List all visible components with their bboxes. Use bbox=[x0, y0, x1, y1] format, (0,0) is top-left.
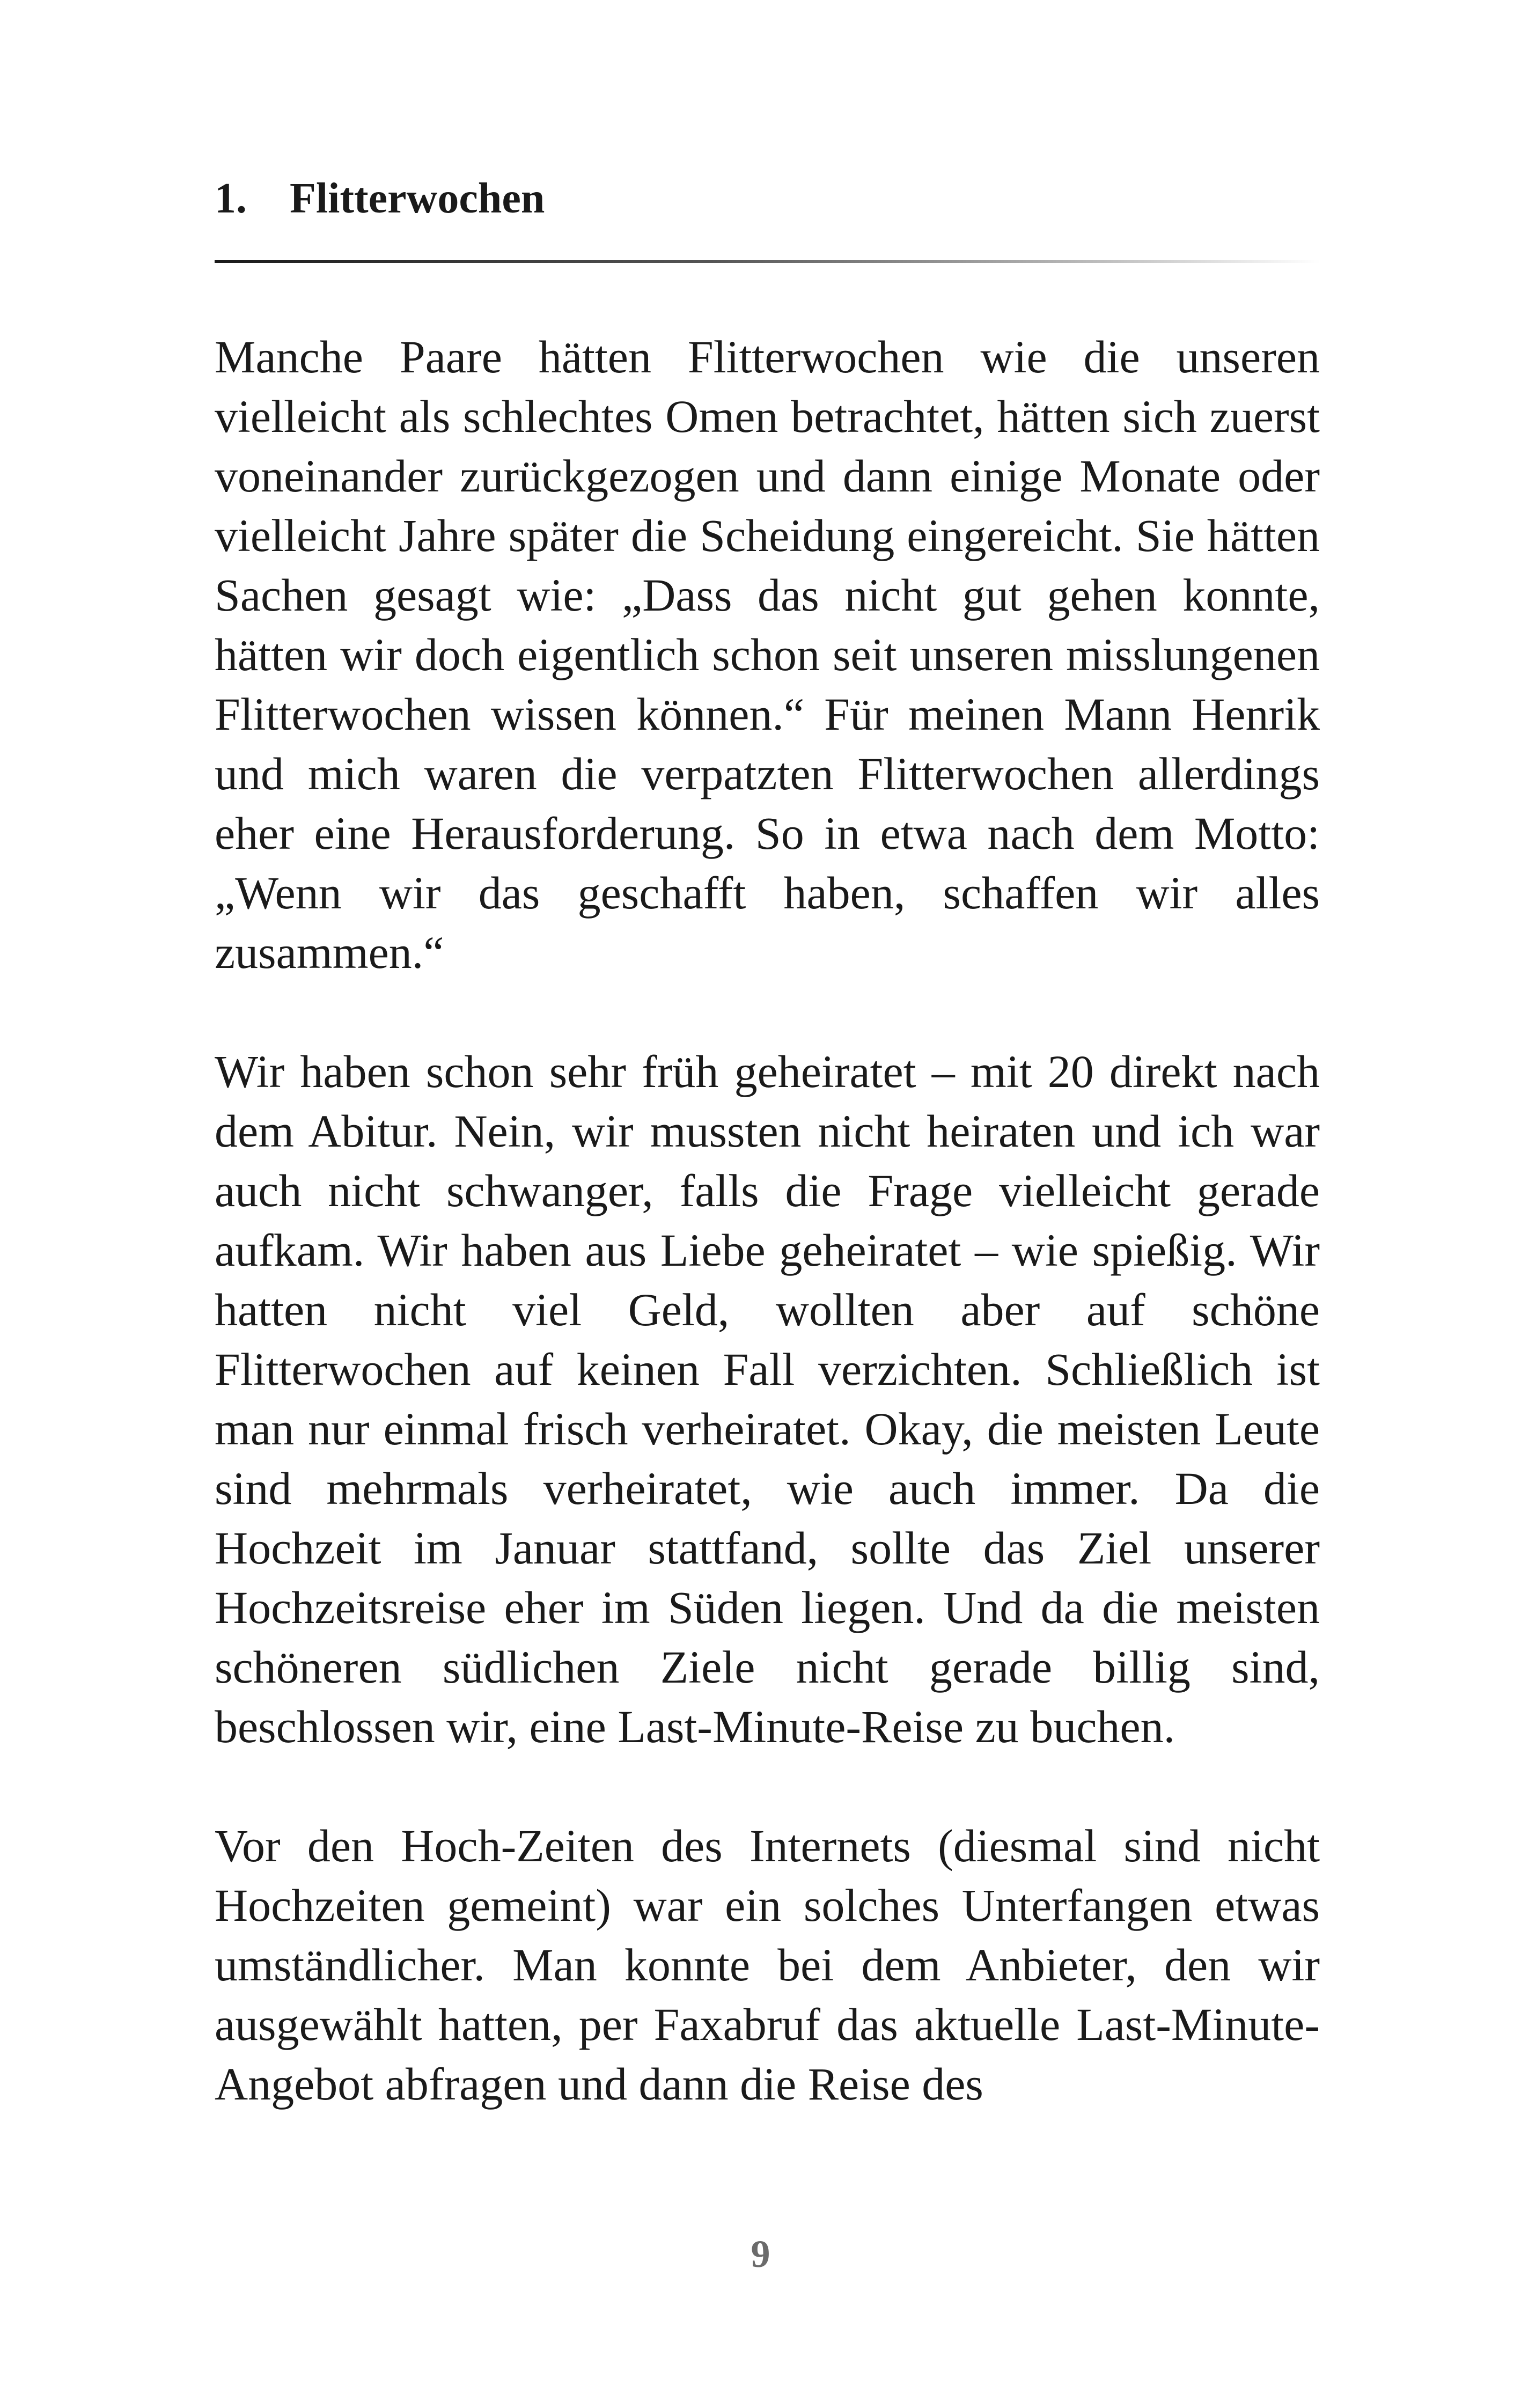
chapter-number: 1. bbox=[215, 175, 247, 222]
paragraph-1: Manche Paare hätten Flitterwochen wie die unseren vielleicht als schlechtes Omen betrachtet, hätten sich zuerst voneinander zurückgezogen und dann einige Monate oder vielleicht Jahre später die Scheidung eingereicht. Sie hätten Sachen gesagt wie: „Dass das nicht gut gehen konnte, hätten wir doch eigentlich schon seit unseren misslungenen Flitterwochen wissen können.“ Für meinen Mann Henrik und mich waren die verpatzten Flitterwochen allerdings eher eine Herausforderung. So in etwa nach dem Motto: „Wenn wir das geschafft haben, schaffen wir alles zusammen.“ bbox=[215, 331, 1320, 978]
paragraph-2: Wir haben schon sehr früh geheiratet – mit 20 direkt nach dem Abitur. Nein, wir mussten nicht heiraten und ich war auch nicht schwanger, falls die Frage vielleicht gerade aufkam. Wir haben aus Liebe geheiratet – wie spießig. Wir hatten nicht viel Geld, wollten aber auf schöne Flitterwochen auf keinen Fall verzichten. Schließlich ist man nur einmal frisch verheiratet. Okay, die meisten Leute sind mehrmals verheiratet, wie auch immer. Da die Hochzeit im Januar stattfand, sollte das Ziel unserer Hochzeitsreise eher im Süden liegen. Und da die meisten schöneren südlichen Ziele nicht gerade billig sind, beschlossen wir, eine Last-Minute-Reise zu buchen. bbox=[215, 1046, 1320, 1752]
chapter-heading bbox=[215, 177, 545, 220]
heading-divider bbox=[215, 260, 1320, 263]
paragraph-3: Vor den Hoch-Zeiten des Internets (diesmal sind nicht Hochzeiten gemeint) war ein solches Unterfangen etwas umständlicher. Man konnte bei dem Anbieter, den wir ausgewählt hatten, per Faxabruf das aktuelle Last-Minute-Angebot abfragen und dann die Reise des bbox=[215, 1820, 1320, 2110]
chapter-title: Flitterwochen bbox=[290, 175, 545, 222]
body-text bbox=[215, 327, 1320, 2114]
page-number: 9 bbox=[751, 2233, 770, 2275]
